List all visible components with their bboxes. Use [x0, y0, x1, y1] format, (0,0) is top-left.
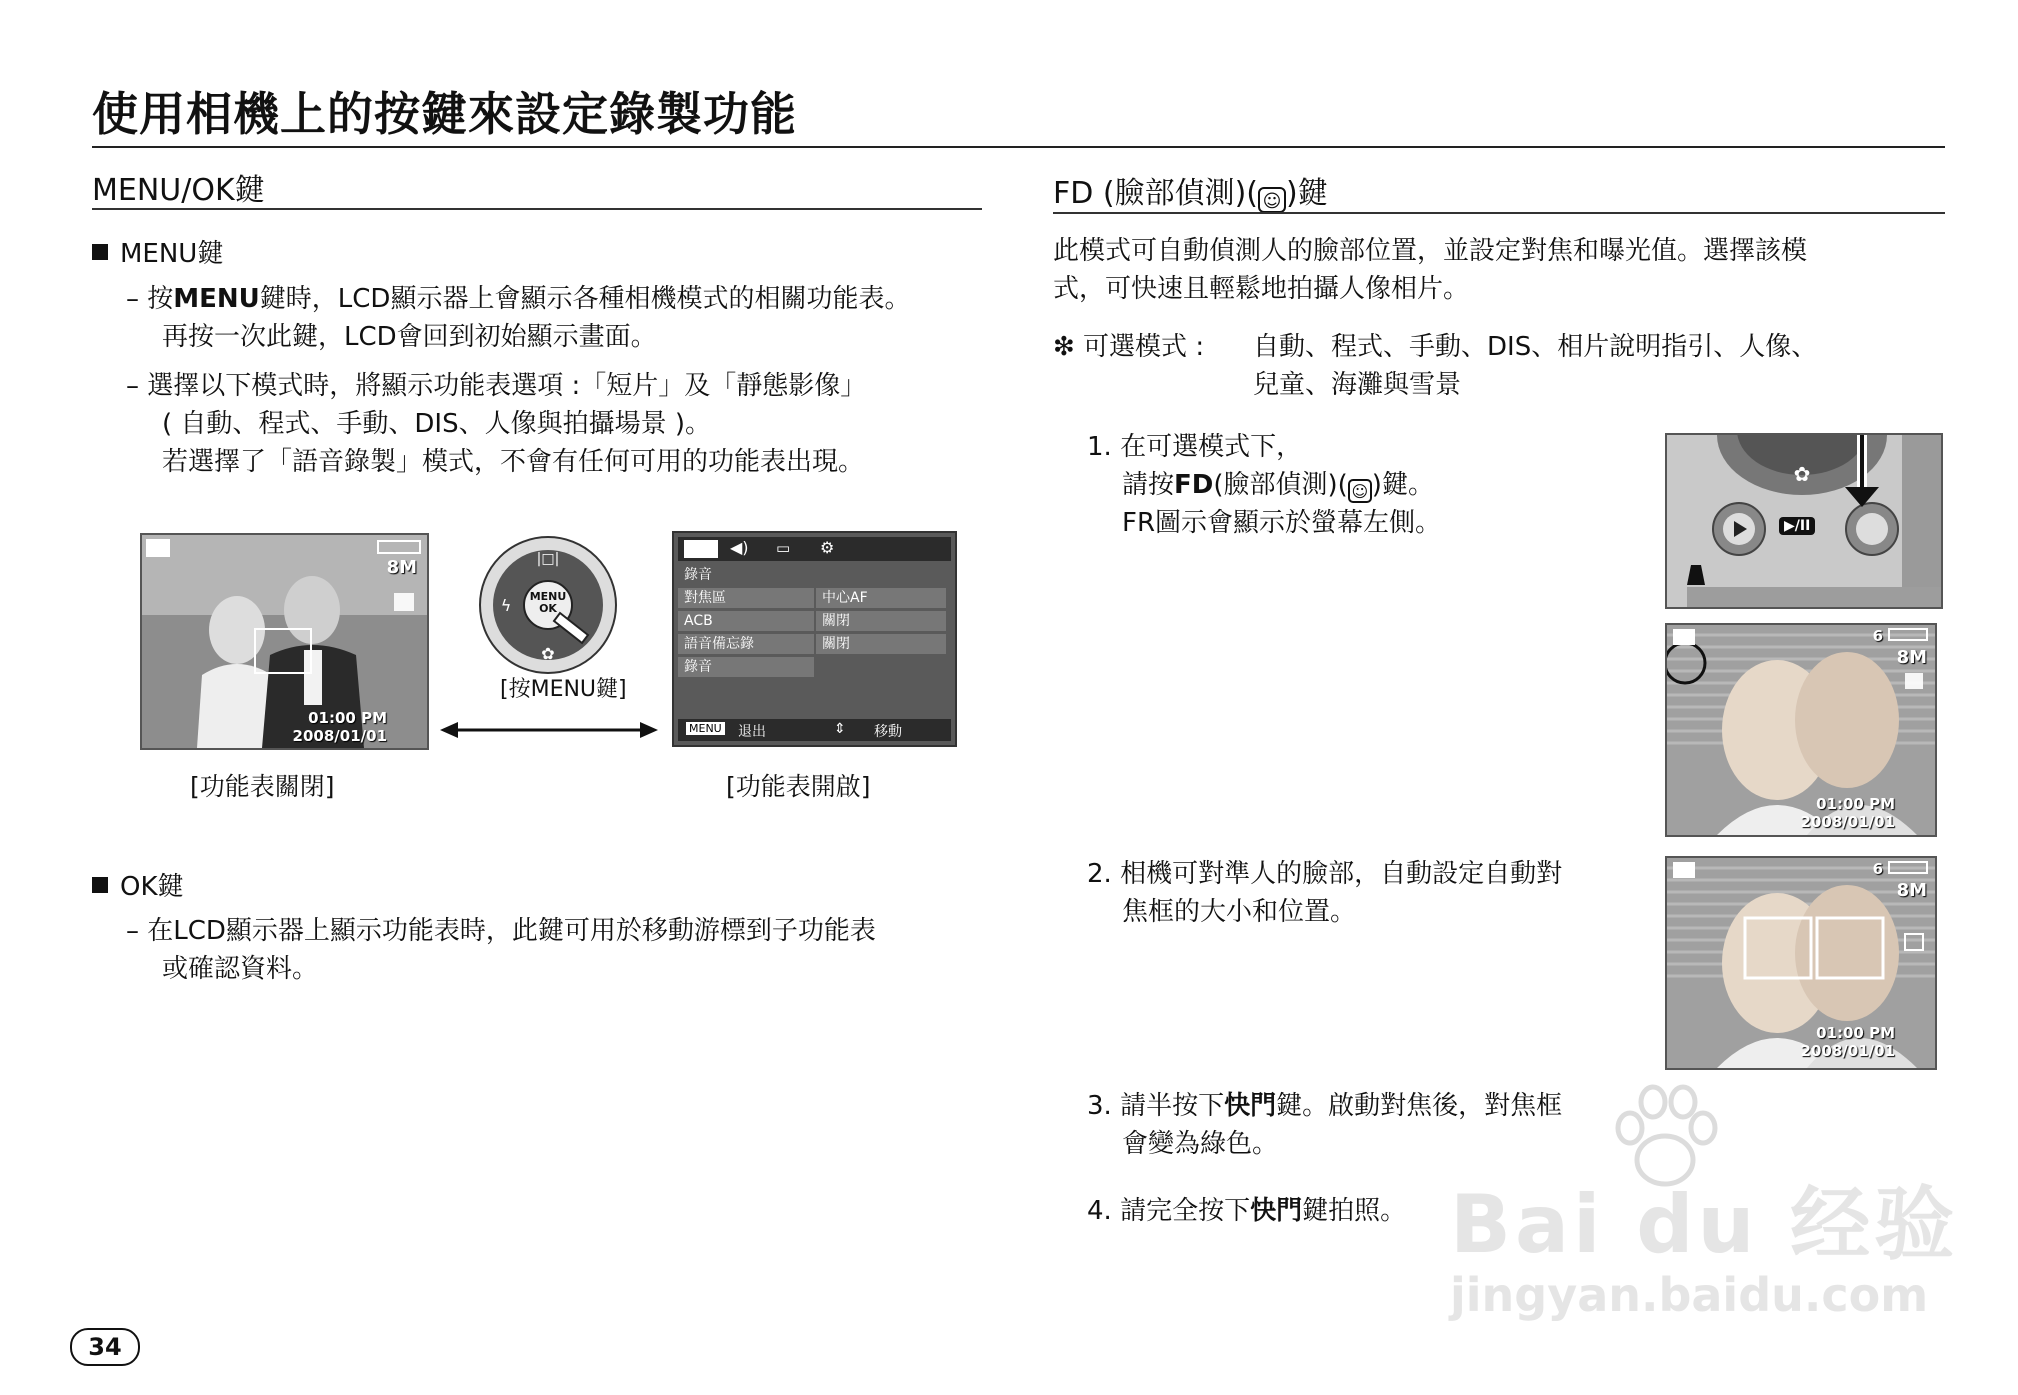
fd-modes-label: ❇ 可選模式 :: [1053, 332, 1205, 362]
left-section-divider: [92, 208, 982, 210]
title-divider: [92, 146, 1945, 148]
svg-text:|□|: |□|: [536, 551, 560, 567]
fd-intro-line2: 式，可快速且輕鬆地拍攝人像相片。: [1053, 274, 1470, 304]
fd-intro-line1: 此模式可自動偵測人的臉部位置，並設定對焦和曝光值。選擇該模: [1053, 236, 1808, 266]
watermark-brand: Bai du 经验: [1450, 1178, 1959, 1271]
play-pause-button-label: ▶/II: [1779, 517, 1815, 535]
step1-line3: FR圖示會顯示於螢幕左側。: [1122, 508, 1442, 538]
step1-line1: 1. 在可選模式下，: [1087, 432, 1303, 462]
menu-item-4: 錄音: [678, 657, 814, 677]
lcd-date: 2008/01/01: [1800, 813, 1895, 831]
menu-footer-key: MENU: [686, 722, 725, 735]
menu-footer-move: 移動: [874, 724, 902, 740]
ok-key-line2: 或確認資料。: [162, 954, 319, 984]
bullet-square-icon: [92, 877, 108, 893]
menu-ok-heading: MENU/OK鍵: [92, 173, 265, 208]
caption-menu-closed: [功能表關閉]: [190, 772, 335, 801]
caption-menu-open: [功能表開啟]: [726, 772, 871, 801]
lcd-time: 01:00 PM: [308, 709, 387, 727]
lcd-date: 2008/01/01: [292, 727, 387, 745]
menu-key-line5: 若選擇了「語音錄製」模式，不會有任何可用的功能表出現。: [162, 447, 865, 477]
step2-line1: 2. 相機可對準人的臉部，自動設定自動對: [1087, 859, 1563, 889]
menu-footer-exit: 退出: [738, 724, 766, 740]
camera-dial: [478, 535, 618, 675]
ok-key-label: OK鍵: [120, 872, 184, 902]
svg-text:✿: ✿: [541, 644, 555, 663]
step3-line1: 3. 請半按下快門鍵。啟動對焦後，對焦框: [1087, 1091, 1563, 1121]
tab-display-icon: ▭: [776, 539, 791, 557]
menu-value-3: 關閉: [816, 634, 946, 654]
step2-line2: 焦框的大小和位置。: [1122, 897, 1357, 927]
menu-footer: [678, 719, 951, 741]
lcd-face-frames: [1665, 856, 1937, 1070]
svg-text:ϟ: ϟ: [500, 596, 512, 615]
step4-line: 4. 請完全按下快門鍵拍照。: [1087, 1196, 1407, 1226]
menu-key-line1: – 按MENU鍵時，LCD顯示器上會顯示各種相機模式的相關功能表。: [126, 284, 911, 314]
menu-key-bullet: [92, 233, 223, 270]
camera-back-panel: [1665, 433, 1943, 609]
lcd-face-detect-icon: [1665, 623, 1937, 837]
tab-sound-icon: ◀): [730, 538, 749, 557]
face-detect-icon: ☺: [1348, 479, 1372, 503]
step3-line2: 會變為綠色。: [1122, 1129, 1279, 1159]
lcd-time: 01:00 PM: [1816, 1024, 1895, 1042]
fd-heading: FD (臉部偵測)( ☺ )鍵: [1053, 176, 1328, 212]
menu-value-1: 中心AF: [816, 588, 946, 608]
menu-item-0: 錄音: [684, 567, 712, 583]
up-down-icon: ⇕: [834, 721, 846, 737]
right-section-divider: [1053, 212, 1945, 214]
watermark-url: jingyan.baidu.com: [1450, 1268, 1929, 1322]
menu-key-label: MENU鍵: [120, 239, 224, 269]
face-detect-icon: ☺: [1258, 187, 1286, 213]
lcd-resolution: 8M: [1896, 880, 1927, 901]
menu-value-2: 關閉: [816, 611, 946, 631]
double-arrow-icon: [440, 720, 658, 740]
dial-menu-label: MENU OK: [529, 590, 567, 615]
fd-modes-line1: 自動、程式、手動、DIS、相片說明指引、人像、: [1253, 332, 1818, 362]
lcd-menu-closed: [140, 533, 429, 750]
ok-key-line1: – 在LCD顯示器上顯示功能表時，此鍵可用於移動游標到子功能表: [126, 916, 876, 946]
lcd-resolution: 8M: [1896, 647, 1927, 668]
svg-text:✿: ✿: [1793, 462, 1811, 486]
menu-key-line2: 再按一次此鍵，LCD會回到初始顯示畫面。: [162, 322, 657, 352]
tab-camera-icon: [684, 540, 718, 558]
lcd-shot-count: 6: [1872, 627, 1883, 645]
page-title: 使用相機上的按鍵來設定錄製功能: [92, 87, 797, 141]
lcd-date: 2008/01/01: [1800, 1042, 1895, 1060]
menu-item-1: 對焦區: [678, 588, 814, 608]
press-menu-caption: [按MENU鍵]: [500, 677, 627, 702]
fd-modes-line2: 兒童、海灘與雪景: [1253, 370, 1462, 400]
tab-settings-gear-icon: ⚙: [820, 538, 835, 557]
menu-item-2: ACB: [678, 611, 814, 631]
lcd-time: 01:00 PM: [1816, 795, 1895, 813]
page-number: 34: [70, 1328, 140, 1366]
menu-item-3: 語音備忘錄: [678, 634, 814, 654]
lcd-resolution: 8M: [386, 557, 417, 578]
step1-line2: 請按FD(臉部偵測)( ☺ )鍵。: [1122, 470, 1434, 501]
menu-key-line4: ( 自動、程式、手動、DIS、人像與拍攝場景 )。: [162, 409, 712, 439]
menu-tab-bar: [678, 537, 951, 561]
lcd-shot-count: 6: [1872, 860, 1883, 878]
bullet-square-icon: [92, 244, 108, 260]
menu-key-line3: – 選擇以下模式時，將顯示功能表選項 :「短片」及「靜態影像」: [126, 371, 867, 401]
ok-key-bullet: [92, 866, 184, 903]
lcd-menu-open: [672, 531, 957, 747]
